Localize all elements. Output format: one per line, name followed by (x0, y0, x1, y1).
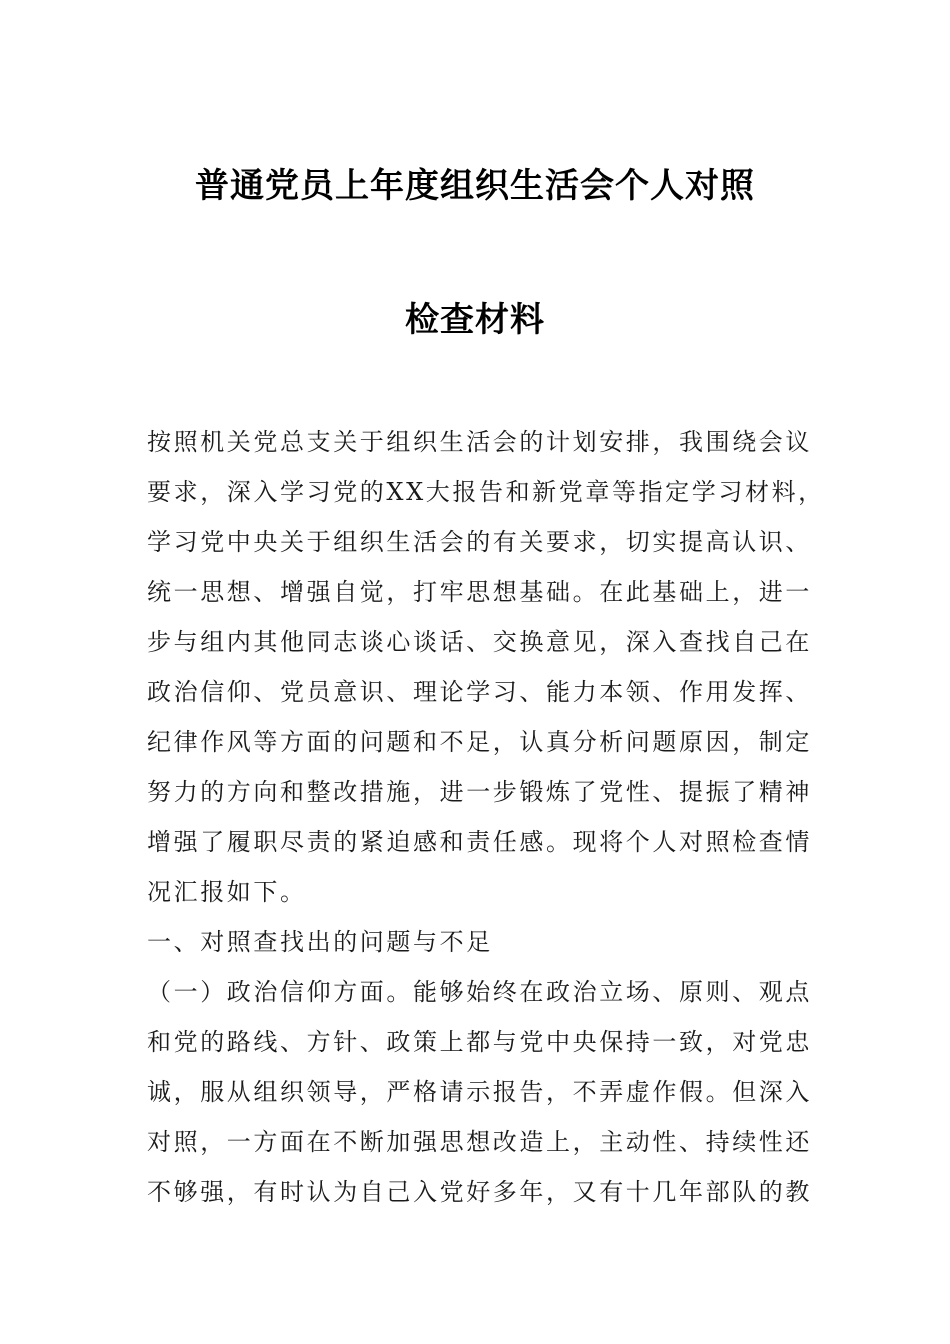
body-line: 政治信仰、党员意识、理论学习、能力本领、作用发挥、 (147, 678, 812, 706)
body-line: 要求，深入学习党的XX大报告和新党章等指定学习材料， (147, 478, 825, 506)
body-line: 纪律作风等方面的问题和不足，认真分析问题原因，制定 (147, 728, 812, 756)
document-title-line-1: 普通党员上年度组织生活会个人对照 (195, 166, 755, 206)
body-line: 按照机关党总支关于组织生活会的计划安排，我围绕会议 (147, 428, 812, 456)
body-line: 对照，一方面在不断加强思想改造上，主动性、持续性还 (147, 1128, 812, 1156)
body-line: 步与组内其他同志谈心谈话、交换意见，深入查找自己在 (147, 628, 812, 656)
body-line: 努力的方向和整改措施，进一步锻炼了党性、提振了精神 (147, 778, 812, 806)
body-line: 况汇报如下。 (147, 878, 307, 906)
body-line: 和党的路线、方针、政策上都与党中央保持一致，对党忠 (147, 1028, 812, 1056)
body-line: 学习党中央关于组织生活会的有关要求，切实提高认识、 (147, 528, 812, 556)
body-line: 诚，服从组织领导，严格请示报告，不弄虚作假。但深入 (147, 1078, 812, 1106)
section-heading: 一、对照查找出的问题与不足 (147, 928, 493, 956)
document-title-line-2: 检查材料 (405, 300, 545, 340)
body-line: 增强了履职尽责的紧迫感和责任感。现将个人对照检查情 (147, 828, 812, 856)
body-line: （一）政治信仰方面。能够始终在政治立场、原则、观点 (147, 978, 812, 1006)
body-line: 统一思想、增强自觉，打牢思想基础。在此基础上，进一 (147, 578, 812, 606)
body-line: 不够强，有时认为自己入党好多年，又有十几年部队的教 (147, 1178, 812, 1206)
